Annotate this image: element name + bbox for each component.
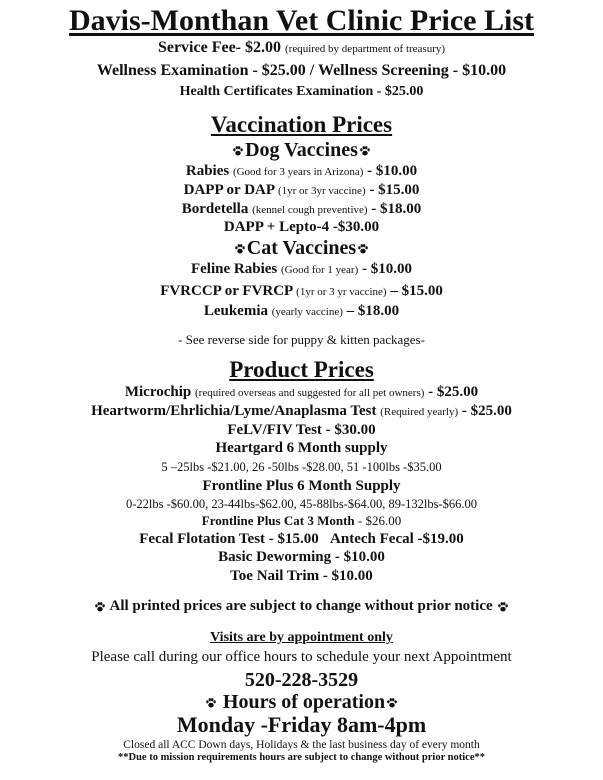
item-name: DAPP + Lepto-4 -$30.00 bbox=[223, 219, 380, 235]
reverse-side-note: - See reverse side for puppy & kitten packages- bbox=[178, 332, 425, 347]
item-price: - $26.00 bbox=[354, 513, 402, 528]
hours-heading bbox=[0, 692, 603, 712]
item-price: - $10.00 bbox=[362, 261, 413, 277]
cat-vaccines-heading bbox=[0, 238, 603, 258]
cat-vaccines-label: Cat Vaccines bbox=[246, 237, 357, 259]
item-note: (Good for 3 years in Arizona) bbox=[232, 166, 364, 178]
dog-vaccine-item bbox=[0, 220, 603, 235]
dog-vaccines-label: Dog Vaccines bbox=[245, 139, 358, 161]
paw-print-icon bbox=[386, 697, 398, 709]
wellness-line bbox=[0, 63, 603, 79]
frontline-cat bbox=[0, 514, 603, 527]
vaccination-heading: Vaccination Prices bbox=[210, 112, 393, 137]
cat-vaccine-item bbox=[0, 262, 603, 277]
service-fee-label: Service Fee- $2.00 bbox=[157, 39, 281, 56]
item-name: Frontline Plus Cat 3 Month bbox=[201, 513, 355, 528]
item-price: - $25.00 bbox=[428, 384, 479, 400]
item-name: Feline Rabies bbox=[190, 261, 278, 277]
item-price: - $10.00 bbox=[367, 163, 418, 179]
fecal-flotation: Fecal Flotation Test - $15.00 bbox=[139, 531, 319, 547]
paw-print-icon bbox=[205, 697, 217, 709]
hours-label: Hours of operation bbox=[222, 691, 386, 713]
wellness-exam: Wellness Examination - $25.00 bbox=[96, 62, 306, 79]
fecal-line bbox=[0, 532, 603, 547]
item-price: – $18.00 bbox=[346, 303, 400, 319]
notice-text: All printed prices are subject to change without prior notice bbox=[109, 598, 493, 614]
frontline-prices: 0-22lbs -$60.00, 23-44lbs-$62.00, 45-88lbs-$64.00, 89-132lbs-$66.00 bbox=[125, 497, 478, 511]
item-note: (required overseas and suggested for all pet owners) bbox=[195, 387, 425, 399]
paw-print-icon bbox=[497, 601, 509, 613]
frontline-heading: Frontline Plus 6 Month Supply bbox=[202, 478, 401, 494]
separator: / bbox=[305, 62, 318, 79]
item-name: FVRCCP or FVRCP bbox=[160, 283, 293, 299]
hours-schedule: Monday -Friday 8am-4pm bbox=[176, 712, 427, 737]
closed-note: Closed all ACC Down days, Holidays & the last business day of every month bbox=[123, 739, 480, 751]
phone-number: 520-228-3529 bbox=[244, 669, 359, 691]
item-price: - $18.00 bbox=[371, 201, 422, 217]
item-note: (yearly vaccine) bbox=[271, 306, 343, 318]
cat-vaccine-item bbox=[0, 284, 603, 299]
service-fee-line bbox=[0, 40, 603, 56]
price-change-notice bbox=[0, 599, 603, 614]
mission-note: **Due to mission requirements hours are subject to change without prior notice** bbox=[117, 752, 485, 763]
item-note: (Good for 1 year) bbox=[280, 264, 359, 276]
service-fee-note: (required by department of treasury) bbox=[285, 43, 446, 55]
paw-print-icon bbox=[359, 145, 371, 157]
toe-nail-trim: Toe Nail Trim - $10.00 bbox=[230, 568, 373, 584]
item-name: Heartworm/Ehrlichia/Lyme/Anaplasma Test bbox=[91, 403, 377, 419]
item-note: (1yr or 3 yr vaccine) bbox=[296, 286, 387, 298]
heartgard-heading: Heartgard 6 Month supply bbox=[215, 440, 388, 456]
product-heartworm bbox=[0, 404, 603, 419]
antech-fecal: Antech Fecal -$19.00 bbox=[330, 531, 464, 547]
item-name: Leukemia bbox=[203, 303, 268, 319]
item-note: (kennel cough preventive) bbox=[252, 204, 368, 216]
paw-print-icon bbox=[94, 601, 106, 613]
dog-vaccine-item bbox=[0, 202, 603, 217]
paw-print-icon bbox=[232, 145, 244, 157]
product-prices-heading: Product Prices bbox=[229, 357, 374, 382]
item-note: (Required yearly) bbox=[380, 406, 459, 418]
dog-vaccine-item bbox=[0, 183, 603, 198]
item-price: - $25.00 bbox=[461, 403, 512, 419]
health-cert-line: Health Certificates Examination - $25.00 bbox=[179, 84, 424, 99]
item-name: Rabies bbox=[185, 163, 230, 179]
product-microchip bbox=[0, 385, 603, 400]
paw-print-icon bbox=[357, 243, 369, 255]
item-name: Microchip bbox=[124, 384, 192, 400]
basic-deworming: Basic Deworming - $10.00 bbox=[218, 549, 385, 565]
item-price: - $15.00 bbox=[369, 182, 420, 198]
item-name: Bordetella bbox=[181, 201, 249, 217]
dog-vaccines-heading bbox=[0, 140, 603, 160]
product-felv: FeLV/FIV Test - $30.00 bbox=[227, 422, 376, 438]
paw-print-icon bbox=[234, 243, 246, 255]
item-note: (1yr or 3yr vaccine) bbox=[277, 185, 366, 197]
appointment-heading: Visits are by appointment only bbox=[210, 630, 393, 645]
page-title: Davis-Monthan Vet Clinic Price List bbox=[69, 4, 534, 37]
item-name: DAPP or DAP bbox=[183, 182, 275, 198]
cat-vaccine-item bbox=[0, 304, 603, 319]
dog-vaccine-item bbox=[0, 164, 603, 179]
call-instruction: Please call during our office hours to schedule your next Appointment bbox=[91, 649, 512, 665]
heartgard-prices: 5 –25lbs -$21.00, 26 -50lbs -$28.00, 51 -100lbs -$35.00 bbox=[161, 460, 442, 474]
wellness-screening: Wellness Screening - $10.00 bbox=[317, 62, 507, 79]
item-price: – $15.00 bbox=[390, 283, 443, 299]
